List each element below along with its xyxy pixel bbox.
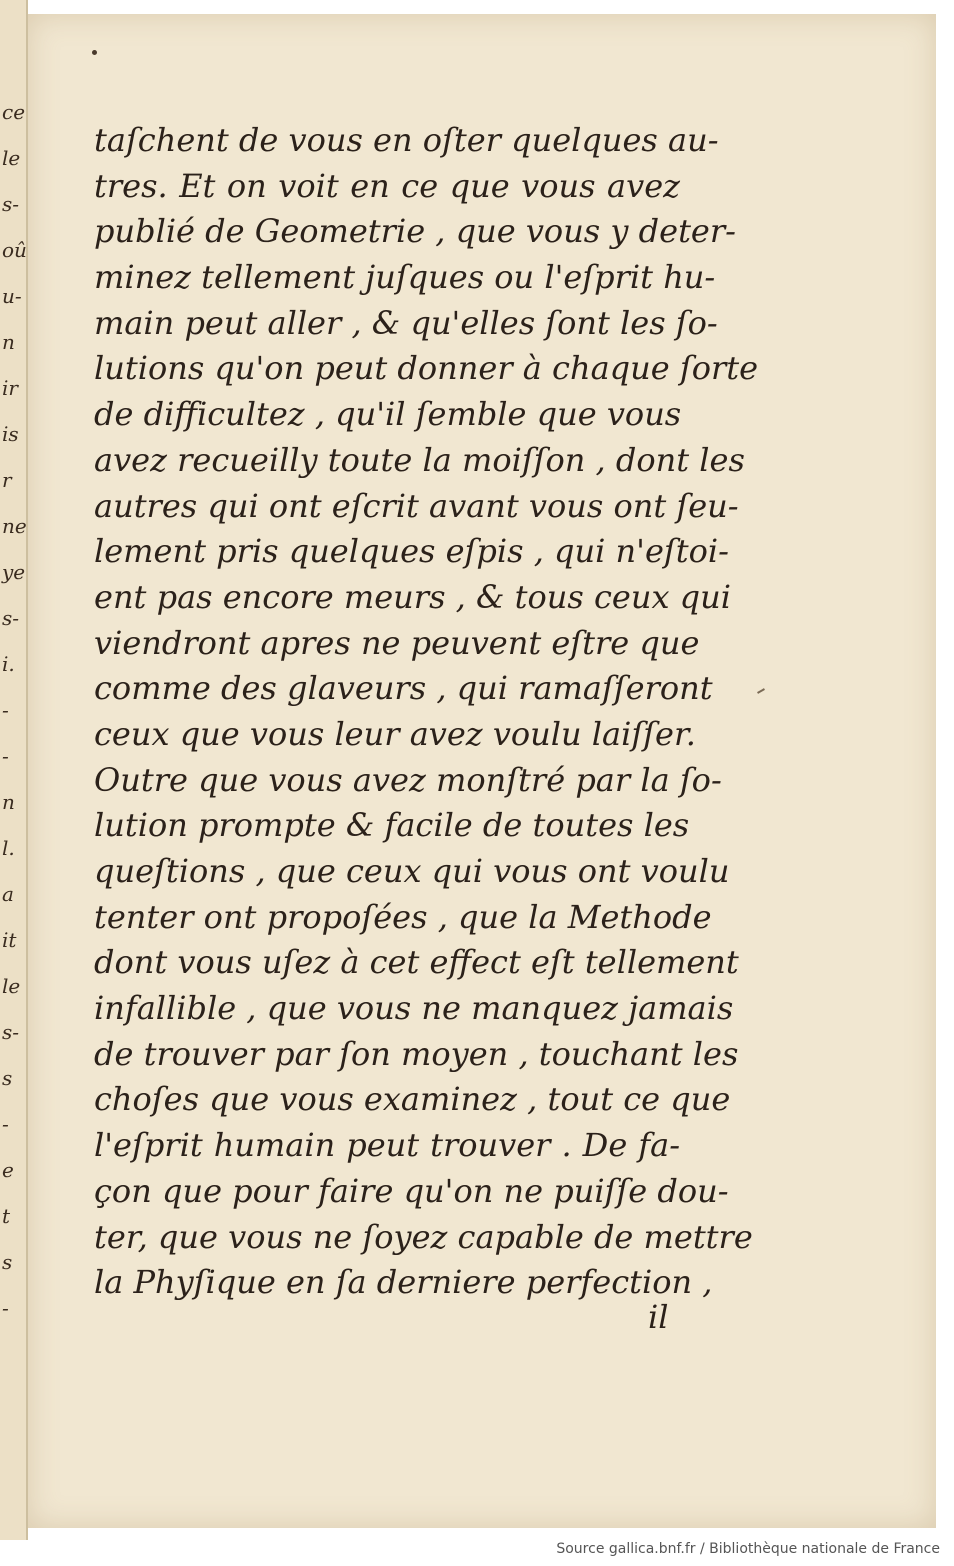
text-line: ceux que vous leur avez voulu laiſſer. xyxy=(94,714,696,753)
text-line: çon que pour faire qu'on ne puiſſe dou- xyxy=(94,1171,729,1210)
facing-page-fragment: s- xyxy=(2,606,20,630)
text-line: taſchent de vous en oſter quelques au- xyxy=(94,121,719,159)
text-line: minez tellement juſques ou l'eſprit hu- xyxy=(94,258,716,297)
text-line: comme des glaveurs , qui ramaſſeront xyxy=(94,669,713,708)
text-line: lution prompte & facile de toutes les xyxy=(94,806,690,845)
previous-page-edge xyxy=(0,0,28,1540)
facing-page-fragment: it xyxy=(2,928,17,952)
ink-dot xyxy=(92,50,97,55)
facing-page-fragment: t xyxy=(2,1204,11,1228)
facing-page-fragment: s- xyxy=(2,192,20,216)
text-line: tenter ont propoſées , que la Methode xyxy=(94,897,712,936)
facing-page-fragment: ye xyxy=(2,560,26,584)
catchword: il xyxy=(648,1298,669,1336)
text-line: lutions qu'on peut donner à chaque ſorte xyxy=(94,349,759,388)
facing-page-fragment: s xyxy=(2,1066,13,1090)
text-line: publié de Geometrie , que vous y deter- xyxy=(94,212,736,251)
text-line: de trouver par ſon moyen , touchant les xyxy=(94,1034,739,1073)
facing-page-fragment: l. xyxy=(2,836,15,860)
facing-page-fragment: - xyxy=(2,698,9,722)
text-line: ter, que vous ne ſoyez capable de mettre xyxy=(94,1217,753,1256)
text-line: avez recueilly toute la moiſſon , dont les xyxy=(94,440,745,479)
facing-page-fragment: ne xyxy=(2,514,27,538)
facing-page-fragment: oû xyxy=(2,238,27,262)
facing-page-fragment: le xyxy=(2,146,21,170)
facing-page-fragment: u- xyxy=(2,284,22,308)
facing-page-fragment: - xyxy=(2,744,9,768)
facing-page-fragment: i. xyxy=(2,652,15,676)
text-line: dont vous uſez à cet effect eſt tellement xyxy=(94,943,739,982)
facing-page-fragment: - xyxy=(2,1296,9,1320)
text-line: l'eſprit humain peut trouver . De fa- xyxy=(94,1126,680,1165)
text-line: choſes que vous examinez , tout ce que xyxy=(94,1080,731,1119)
text-line: de difficultez , qu'il ſemble que vous xyxy=(94,395,682,434)
facing-page-fragment: s- xyxy=(2,1020,20,1044)
facing-page-fragment: - xyxy=(2,1112,9,1136)
facing-page-fragment: e xyxy=(2,1158,14,1182)
text-line: autres qui ont eſcrit avant vous ont ſeu- xyxy=(94,486,739,525)
facing-page-fragment: n xyxy=(2,330,15,354)
facing-page-fragment: is xyxy=(2,422,19,446)
text-line: tres. Et on voit en ce que vous avez xyxy=(94,166,680,205)
text-line: lement pris quelques eſpis , qui n'eſtoi- xyxy=(94,532,729,571)
text-line: la Phyſique en ſa derniere perfection , xyxy=(94,1263,713,1302)
facing-page-fragment: le xyxy=(2,974,21,998)
text-line: infallible , que vous ne manquez jamais xyxy=(94,989,734,1028)
facing-page-fragment: a xyxy=(2,882,14,906)
text-line: Outre que vous avez monſtré par la ſo- xyxy=(94,760,722,799)
facing-page-fragment: ir xyxy=(2,376,18,400)
facing-page-fragment: ce xyxy=(2,100,26,124)
text-line: ent pas encore meurs , & tous ceux qui xyxy=(94,577,731,616)
text-line: queſtions , que ceux qui vous ont voulu xyxy=(94,852,730,890)
facing-page-fragment: r xyxy=(2,468,12,492)
body-text xyxy=(94,118,759,1306)
source-credit: Source gallica.bnf.fr / Bibliothèque nationale de France xyxy=(556,1541,940,1557)
text-line: main peut aller , & qu'elles ſont les ſo- xyxy=(94,303,718,342)
facing-page-fragment: s xyxy=(2,1250,13,1274)
facing-page-fragment: n xyxy=(2,790,15,814)
text-line: viendront apres ne peuvent eſtre que xyxy=(94,623,700,662)
